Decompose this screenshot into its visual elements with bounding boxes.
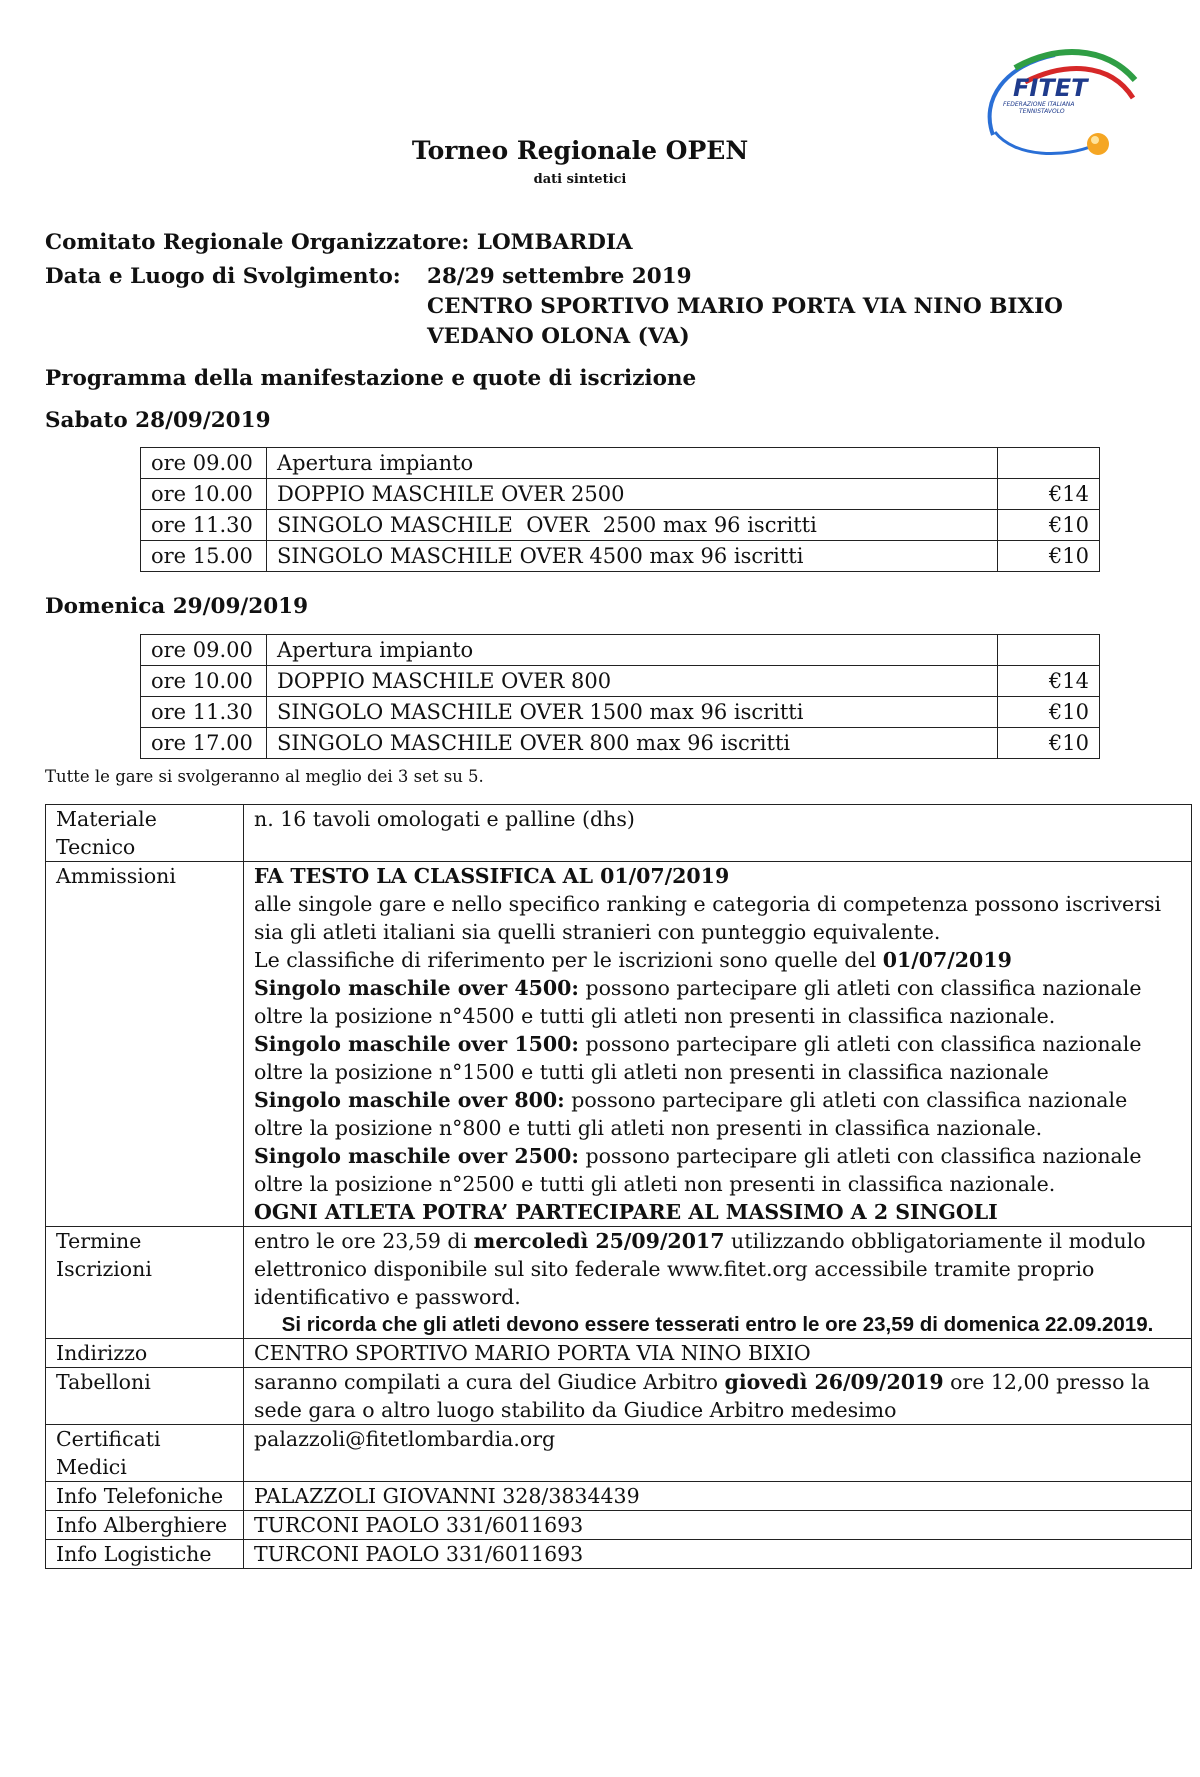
rule-item: [254, 974, 1181, 1030]
rule-label: Singolo maschile over 1500:: [254, 1032, 579, 1056]
info-value-email: palazzoli@fitetlombardia.org: [244, 1425, 1192, 1482]
termine-date: mercoledì 25/09/2017: [473, 1229, 725, 1253]
schedule-fee: €10: [998, 510, 1100, 541]
schedule-time: ore 17.00: [141, 728, 267, 759]
schedule-row: [141, 728, 1100, 759]
schedule-row: [141, 697, 1100, 728]
schedule-event: SINGOLO MASCHILE OVER 1500 max 96 iscritti: [267, 697, 998, 728]
termine-text: [254, 1227, 1181, 1311]
schedule-row: [141, 635, 1100, 666]
schedule-fee: [998, 635, 1100, 666]
info-label: Tabelloni: [46, 1368, 244, 1425]
info-row-tabelloni: [46, 1368, 1192, 1425]
info-row-termine: [46, 1227, 1192, 1339]
schedule-fee: €10: [998, 697, 1100, 728]
schedule-event: SINGOLO MASCHILE OVER 4500 max 96 iscritti: [267, 541, 998, 572]
schedule-event: Apertura impianto: [267, 635, 998, 666]
info-table: [45, 804, 1192, 1569]
schedule-event: SINGOLO MASCHILE OVER 2500 max 96 iscritti: [267, 510, 998, 541]
rule-label: Singolo maschile over 2500:: [254, 1144, 579, 1168]
sunday-heading: Domenica 29/09/2019: [45, 594, 309, 619]
termine-pre: entro le ore 23,59 di: [254, 1229, 474, 1253]
schedule-time: ore 11.30: [141, 510, 267, 541]
ammissioni-ref: [254, 946, 1181, 974]
format-note: Tutte le gare si svolgeranno al meglio dei 3 set su 5.: [45, 767, 484, 786]
tabelloni-pre: saranno compilati a cura del Giudice Arbitro: [254, 1370, 725, 1394]
schedule-time: ore 10.00: [141, 666, 267, 697]
termine-notice: Si ricorda che gli atleti devono essere tesserati entro le ore 23,59 di domenica 22.09.2019.: [281, 1313, 1154, 1336]
page-title: Torneo Regionale OPEN: [411, 136, 749, 165]
programma-heading: Programma della manifestazione e quote di iscrizione: [45, 366, 697, 391]
info-row-alberghiere: [46, 1511, 1192, 1540]
schedule-fee: [998, 448, 1100, 479]
ref-text: Le classifiche di riferimento per le iscrizioni sono quelle del: [254, 948, 883, 972]
info-value: TURCONI PAOLO 331/6011693: [244, 1540, 1192, 1569]
rule-text: possono partecipare gli atleti con classifica nazionale oltre la posizione n°800 e tutti gli atleti non presenti in classifica nazionale.: [254, 1088, 1128, 1140]
tabelloni-cell: [244, 1368, 1192, 1425]
info-label: Materiale Tecnico: [46, 805, 244, 862]
rule-text: possono partecipare gli atleti con classifica nazionale oltre la posizione n°4500 e tutti gli atleti non presenti in classifica nazionale.: [254, 976, 1142, 1028]
schedule-fee: €10: [998, 541, 1100, 572]
ammissioni-intro: alle singole gare e nello specifico ranking e categoria di competenza possono iscriversi sia gli atleti italiani sia quelli stranieri con punteggio equivalente.: [254, 892, 1162, 944]
schedule-row: [141, 448, 1100, 479]
info-label: Termine Iscrizioni: [46, 1227, 244, 1339]
schedule-row: [141, 541, 1100, 572]
ammissioni-heading: FA TESTO LA CLASSIFICA AL 01/07/2019: [254, 864, 730, 888]
schedule-row: [141, 479, 1100, 510]
schedule-row: [141, 666, 1100, 697]
svg-text:TENNISTAVOLO: TENNISTAVOLO: [1019, 108, 1065, 115]
sunday-schedule-table: [140, 634, 1100, 759]
date-label: Data e Luogo di Svolgimento:: [45, 264, 401, 289]
schedule-fee: €10: [998, 728, 1100, 759]
rule-text: possono partecipare gli atleti con classifica nazionale oltre la posizione n°1500 e tutti gli atleti non presenti in classifica nazionale: [254, 1032, 1142, 1084]
tabelloni-date: giovedì 26/09/2019: [724, 1370, 944, 1394]
info-row-certificati: [46, 1425, 1192, 1482]
schedule-time: ore 09.00: [141, 635, 267, 666]
info-row-indirizzo: [46, 1339, 1192, 1368]
page-subtitle: dati sintetici: [533, 172, 627, 187]
ammissioni-cell: [244, 862, 1192, 1227]
svg-text:FEDERAZIONE ITALIANA: FEDERAZIONE ITALIANA: [1003, 101, 1075, 108]
rule-item: [254, 1086, 1181, 1142]
schedule-event: DOPPIO MASCHILE OVER 2500: [267, 479, 998, 510]
saturday-schedule-table: [140, 447, 1100, 572]
svg-text:FITET: FITET: [1013, 74, 1088, 102]
ammissioni-final: OGNI ATLETA POTRA’ PARTECIPARE AL MASSIMO A 2 SINGOLI: [254, 1200, 998, 1224]
saturday-heading: Sabato 28/09/2019: [45, 408, 271, 433]
termine-cell: [244, 1227, 1192, 1339]
info-row-materiale: [46, 805, 1192, 862]
info-label: Indirizzo: [46, 1339, 244, 1368]
venue-line-2: VEDANO OLONA (VA): [427, 324, 690, 349]
info-label: Info Alberghiere: [46, 1511, 244, 1540]
schedule-event: DOPPIO MASCHILE OVER 800: [267, 666, 998, 697]
schedule-fee: €14: [998, 479, 1100, 510]
info-row-telefoniche: [46, 1482, 1192, 1511]
schedule-event: Apertura impianto: [267, 448, 998, 479]
info-label: Certificati Medici: [46, 1425, 244, 1482]
info-label: Info Logistiche: [46, 1540, 244, 1569]
schedule-time: ore 10.00: [141, 479, 267, 510]
rule-label: Singolo maschile over 800:: [254, 1088, 565, 1112]
info-value: TURCONI PAOLO 331/6011693: [244, 1511, 1192, 1540]
info-value: CENTRO SPORTIVO MARIO PORTA VIA NINO BIXIO: [244, 1339, 1192, 1368]
info-value: n. 16 tavoli omologati e palline (dhs): [244, 805, 1192, 862]
info-value: PALAZZOLI GIOVANNI 328/3834439: [244, 1482, 1192, 1511]
schedule-time: ore 15.00: [141, 541, 267, 572]
schedule-fee: €14: [998, 666, 1100, 697]
termine-post: utilizzando obbligatoriamente il modulo elettronico disponibile sul sito federale www.fitet.org accessibile tramite proprio identificativo e password.: [254, 1229, 1146, 1309]
info-label: Info Telefoniche: [46, 1482, 244, 1511]
info-label: Ammissioni: [46, 862, 244, 1227]
committee-line: Comitato Regionale Organizzatore: LOMBARDIA: [45, 230, 633, 255]
schedule-time: ore 09.00: [141, 448, 267, 479]
venue-line-1: CENTRO SPORTIVO MARIO PORTA VIA NINO BIXIO: [427, 294, 1063, 319]
date-value: 28/29 settembre 2019: [427, 264, 692, 289]
schedule-event: SINGOLO MASCHILE OVER 800 max 96 iscritti: [267, 728, 998, 759]
ref-date: 01/07/2019: [882, 948, 1012, 972]
rule-text: possono partecipare gli atleti con classifica nazionale oltre la posizione n°2500 e tutti gli atleti non presenti in classifica nazionale.: [254, 1144, 1142, 1196]
info-row-ammissioni: [46, 862, 1192, 1227]
schedule-row: [141, 510, 1100, 541]
rule-item: [254, 1030, 1181, 1086]
rule-item: [254, 1142, 1181, 1198]
rule-label: Singolo maschile over 4500:: [254, 976, 579, 1000]
info-row-logistiche: [46, 1540, 1192, 1569]
tabelloni-post: ore 12,00 presso la sede gara o altro luogo stabilito da Giudice Arbitro medesimo: [254, 1370, 1150, 1422]
schedule-time: ore 11.30: [141, 697, 267, 728]
